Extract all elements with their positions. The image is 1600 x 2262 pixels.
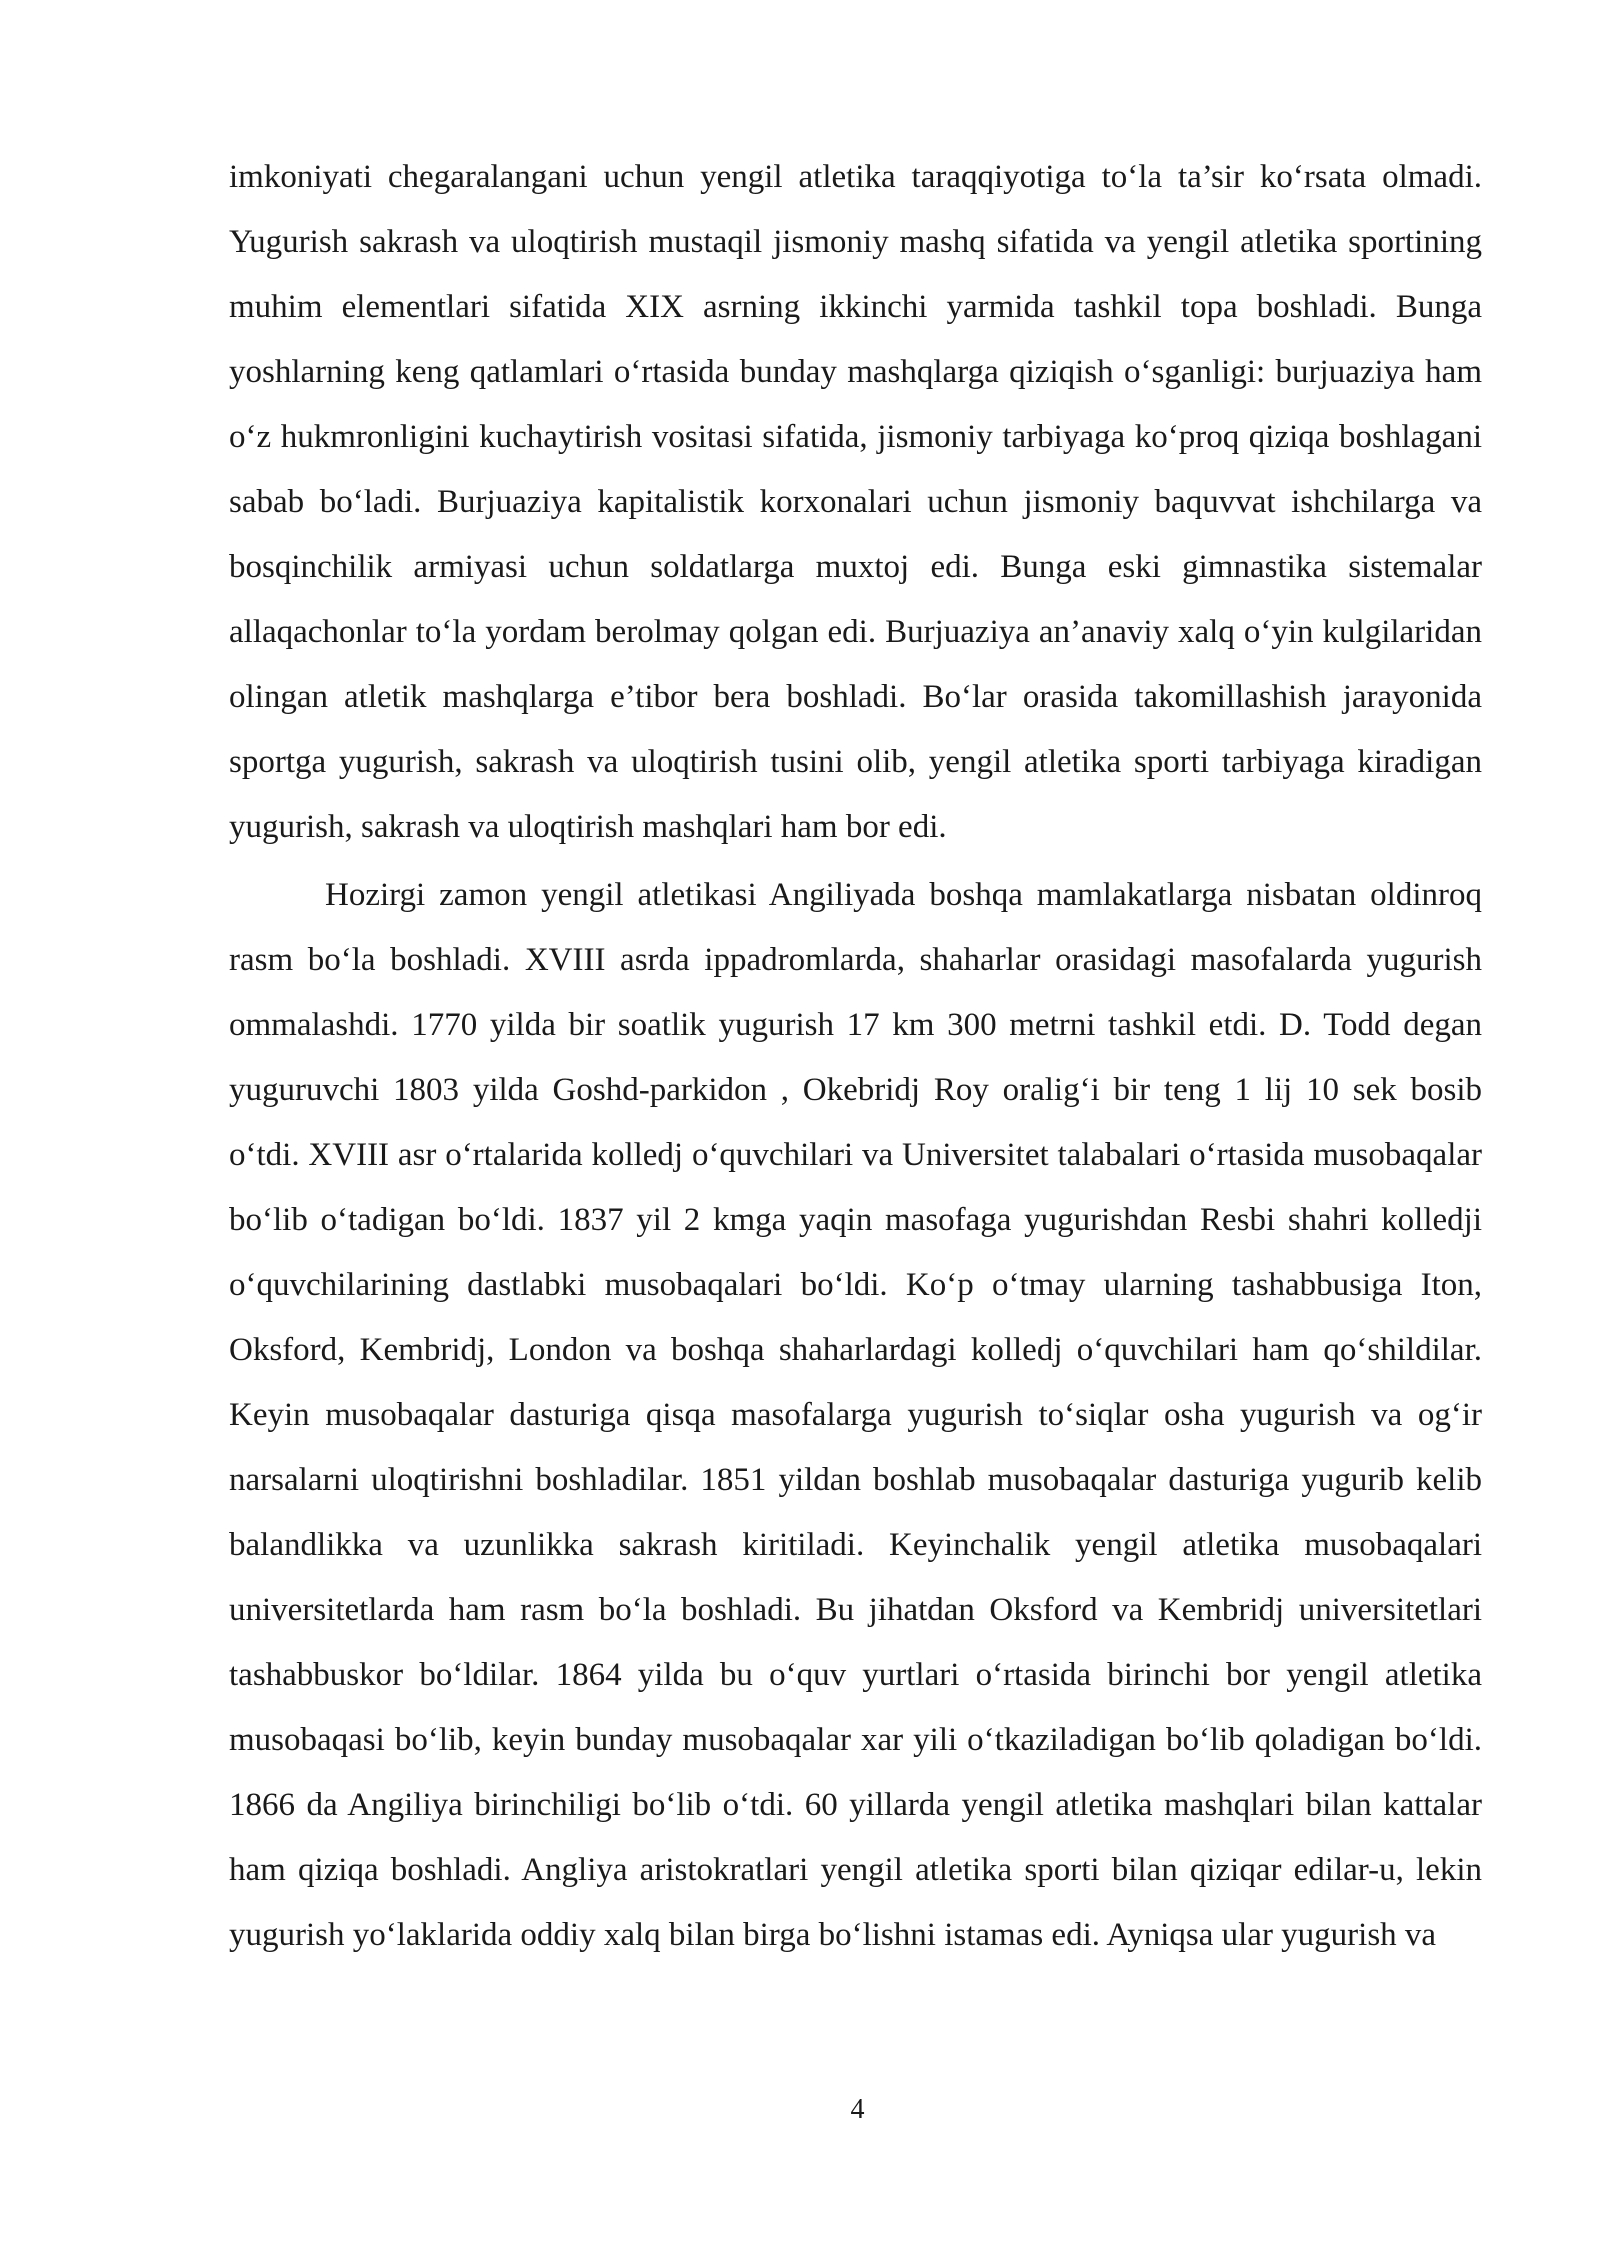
paragraph-2: Hozirgi zamon yengil atletikasi Angiliyada boshqa mamlakatlarga nisbatan oldinroq rasm bo‘la boshladi. XVIII asrda ippadromlarda, shaharlar orasidagi masofalarda yugurish ommalashdi. 1770 yilda bir soatlik yugurish 17 km 300 metrni tashkil etdi. D. Todd degan yuguruvchi 1803 yilda Goshd-parkidon , Okebridj Roy oralig‘i bir teng 1 lij 10 sek bosib o‘tdi. XVIII asr o‘rtalarida kolledj o‘quvchilari va Universitet talabalari o‘rtasida musobaqalar bo‘lib o‘tadigan bo‘ldi. 1837 yil 2 kmga yaqin masofaga yugurishdan Resbi shahri kolledji o‘quvchilarining dastlabki musobaqalari bo‘ldi. Ko‘p o‘tmay ularning tashabbusiga Iton, Oksford, Kembridj, London va boshqa shaharlardagi kolledj o‘quvchilari ham qo‘shildilar. Keyin musobaqalar dasturiga qisqa masofalarga yugurish to‘siqlar osha yugurish va og‘ir narsalarni uloqtirishni boshladilar. 1851 yildan boshlab musobaqalar dasturiga yugurib kelib balandlikka va uzunlikka sakrash kiritiladi. Keyinchalik yengil atletika musobaqalari universitetlarda ham rasm bo‘la boshladi. Bu jihatdan Oksford va Kembridj universitetlari tashabbuskor bo‘ldilar. 1864 yilda bu o‘quv yurtlari o‘rtasida birinchi bor yengil atletika musobaqasi bo‘lib, keyin bunday musobaqalar xar yili o‘tkaziladigan bo‘lib qoladigan bo‘ldi. 1866 da Angiliya birinchiligi bo‘lib o‘tdi. 60 yillarda yengil atletika mashqlari bilan kattalar ham qiziqa boshladi. Angliya aristokratlari yengil atletika sporti bilan qiziqar edilar-u, lekin yugurish yo‘laklarida oddiy xalq bilan birga bo‘lishni istamas edi. Ayniqsa ular yugurish va [229,877,1482,1953]
page-number: 4 [850,2094,865,2125]
body-text [229,145,1482,1968]
paragraph-1: imkoniyati chegaralangani uchun yengil atletika taraqqiyotiga to‘la ta’sir ko‘rsata olmadi. Yugurish sakrash va uloqtirish mustaqil jismoniy mashq sifatida va yengil atletika sportining muhim elementlari sifatida XIX asrning ikkinchi yarmida tashkil topa boshladi. Bunga yoshlarning keng qatlamlari o‘rtasida bunday mashqlarga qiziqish o‘sganligi: burjuaziya ham o‘z hukmronligini kuchaytirish vositasi sifatida, jismoniy tarbiyaga ko‘proq qiziqa boshlagani sabab bo‘ladi. Burjuaziya kapitalistik korxonalari uchun jismoniy baquvvat ishchilarga va bosqinchilik armiyasi uchun soldatlarga muxtoj edi. Bunga eski gimnastika sistemalar allaqachonlar to‘la yordam berolmay qolgan edi. Burjuaziya an’anaviy xalq o‘yin kulgilaridan olingan atletik mashqlarga e’tibor bera boshladi. Bo‘lar orasida takomillashish jarayonida sportga yugurish, sakrash va uloqtirish tusini olib, yengil atletika sporti tarbiyaga kiradigan yugurish, sakrash va uloqtirish mashqlari ham bor edi. [229,159,1482,845]
